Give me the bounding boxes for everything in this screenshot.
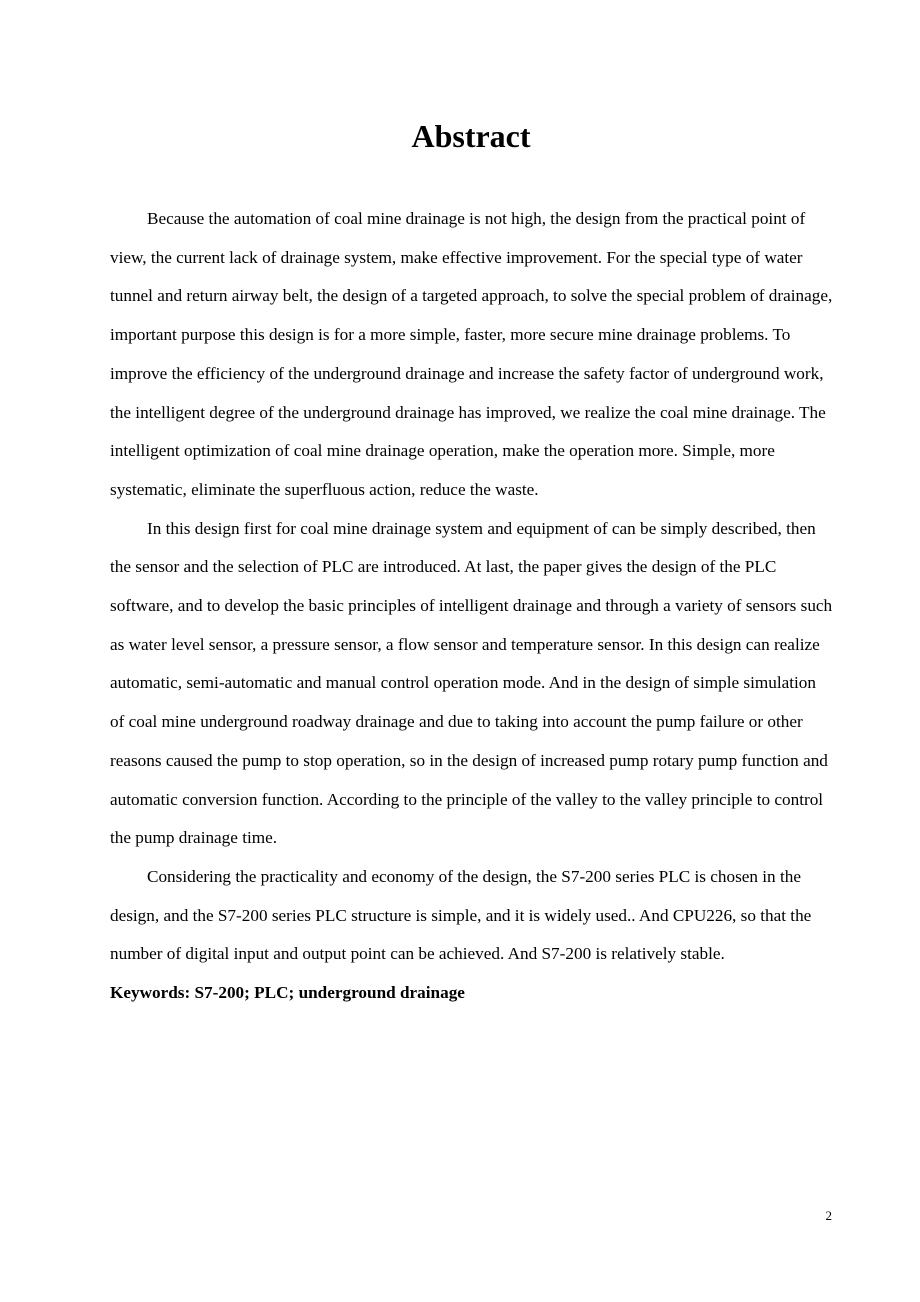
page-title: Abstract — [411, 118, 531, 154]
abstract-body — [110, 200, 834, 1013]
abstract-paragraph-2: In this design first for coal mine drainage system and equipment of can be simply described, then the sensor and the selection of PLC are introduced. At last, the paper gives the design of the PLC software, and to develop the basic principles of intelligent drainage and through a variety of sensors such as water level sensor, a pressure sensor, a flow sensor and temperature sensor. In this design can realize automatic, semi-automatic and manual control operation mode. And in the design of simple simulation of coal mine underground roadway drainage and due to taking into account the pump failure or other reasons caused the pump to stop operation, so in the design of increased pump rotary pump function and automatic conversion function. According to the principle of the valley to the valley principle to control the pump drainage time. — [110, 518, 833, 848]
abstract-paragraph-1: Because the automation of coal mine drainage is not high, the design from the practical point of view, the current lack of drainage system, make effective improvement. For the special type of water tunnel and return airway belt, the design of a targeted approach, to solve the special problem of drainage, important purpose this design is for a more simple, faster, more secure mine drainage problems. To improve the efficiency of the underground drainage and increase the safety factor of underground work, the intelligent degree of the underground drainage has improved, we realize the coal mine drainage. The intelligent optimization of coal mine drainage operation, make the operation more. Simple, more systematic, eliminate the superfluous action, reduce the waste. — [110, 209, 833, 499]
keywords-line: Keywords: S7-200; PLC; underground drainage — [110, 983, 465, 1003]
page-number: 2 — [825, 1208, 832, 1223]
abstract-paragraph-3: Considering the practicality and economy of the design, the S7-200 series PLC is chosen in the design, and the S7-200 series PLC structure is simple, and it is widely used.. And CPU226, so that the number of digital input and output point can be achieved. And S7-200 is relatively stable. — [110, 866, 812, 964]
